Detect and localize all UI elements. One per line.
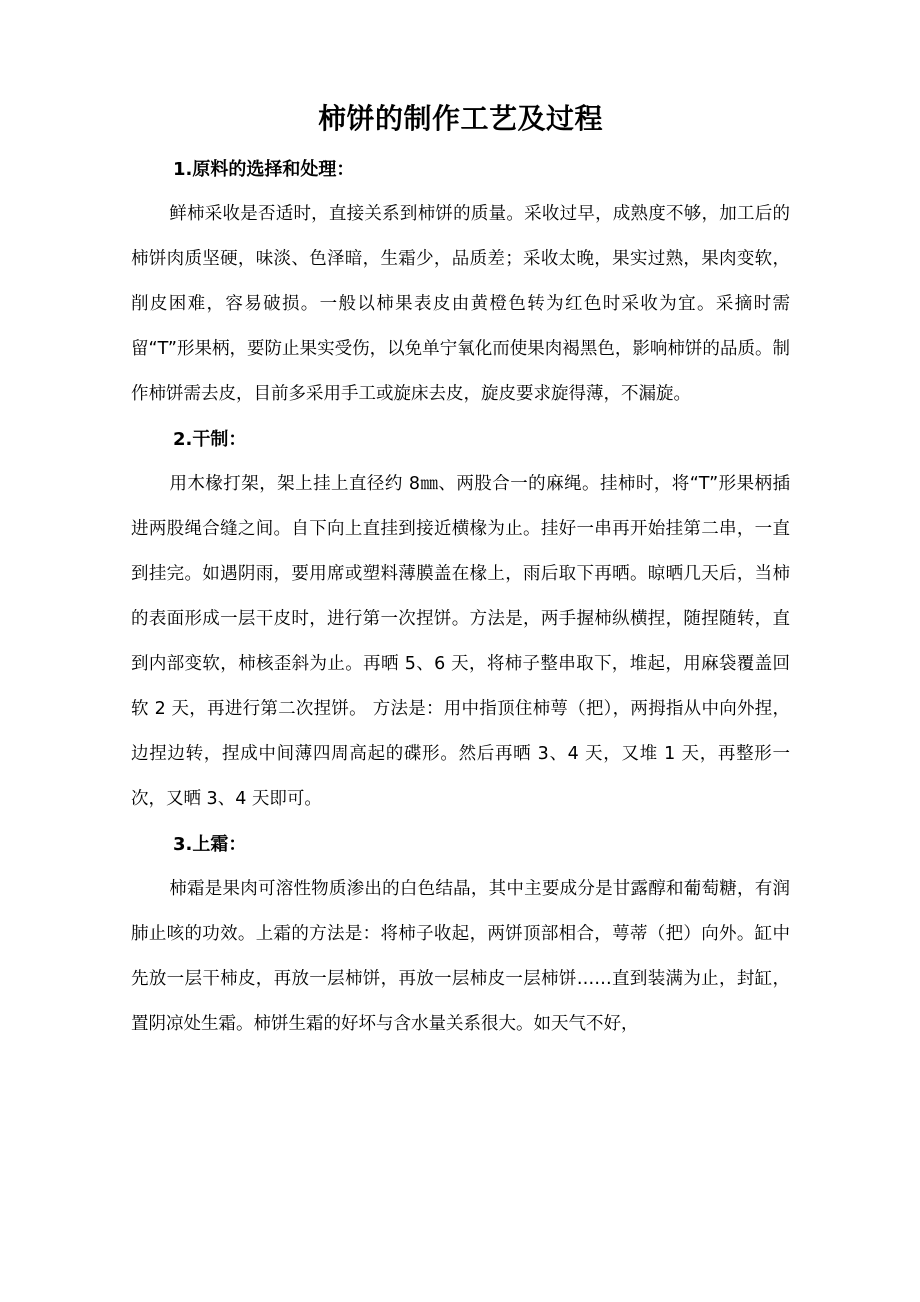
section-paragraph-2-text: 用木椽打架，架上挂上直径约 8㎜、两股合一的麻绳。挂柿时，将“T”形果柄插进两股绳合缝之间。自下向上直挂到接近横椽为止。挂好一串再开始挂第二串，一直到挂完。如遇阴雨，要用席或塑料薄膜盖在椽上，雨后取下再晒。晾晒几天后，当柿的表面形成一层干皮时，进行第一次捏饼。方法是，两手握柿纵横捏，随捏随转，直到内部变软，柿核歪斜为止。再晒 5、6 天，将柿子整串取下，堆起，用麻袋覆盖回软 2 天，再进行第二次捏饼。 方法是：用中指顶住柿萼（把），两拇指从中向外捏，边捏边转，捏成中间薄四周高起的碟形。然后再晒 3、4 天，又堆 1 天，再整形一次，又晒 3、4 天即可。 [131, 474, 790, 809]
page-title: 柿饼的制作工艺及过程 [317, 102, 603, 135]
section-block-2 [131, 418, 790, 822]
section-paragraph-3 [131, 867, 790, 1047]
section-block-1 [131, 148, 790, 417]
section-heading-2: 2.干制： [173, 429, 247, 450]
section-heading-3: 3.上霜： [173, 834, 247, 855]
section-heading-1: 1.原料的选择和处理： [173, 159, 355, 180]
section-block-3 [131, 823, 790, 1047]
section-paragraph-3-text: 柿霜是果肉可溶性物质渗出的白色结晶，其中主要成分是甘露醇和葡萄糖，有润肺止咳的功效。上霜的方法是：将柿子收起，两饼顶部相合，萼蒂（把）向外。缸中先放一层干柿皮，再放一层柿饼，再放一层柿皮一层柿饼……直到装满为止，封缸，置阴凉处生霜。柿饼生霜的好坏与含水量关系很大。如天气不好， [131, 879, 790, 1034]
section-paragraph-1-text: 鲜柿采收是否适时，直接关系到柿饼的质量。采收过早，成熟度不够，加工后的柿饼肉质坚硬，味淡、色泽暗，生霜少，品质差；采收太晚，果实过熟，果肉变软，削皮困难，容易破损。一般以柿果表皮由黄橙色转为红色时采收为宜。采摘时需留“T”形果柄，要防止果实受伤，以免单宁氧化而使果肉褐黑色，影响柿饼的品质。制作柿饼需去皮，目前多采用手工或旋床去皮，旋皮要求旋得薄，不漏旋。 [131, 204, 790, 404]
section-paragraph-1 [131, 192, 790, 417]
document-body [131, 96, 790, 1047]
section-paragraph-2 [131, 462, 790, 822]
